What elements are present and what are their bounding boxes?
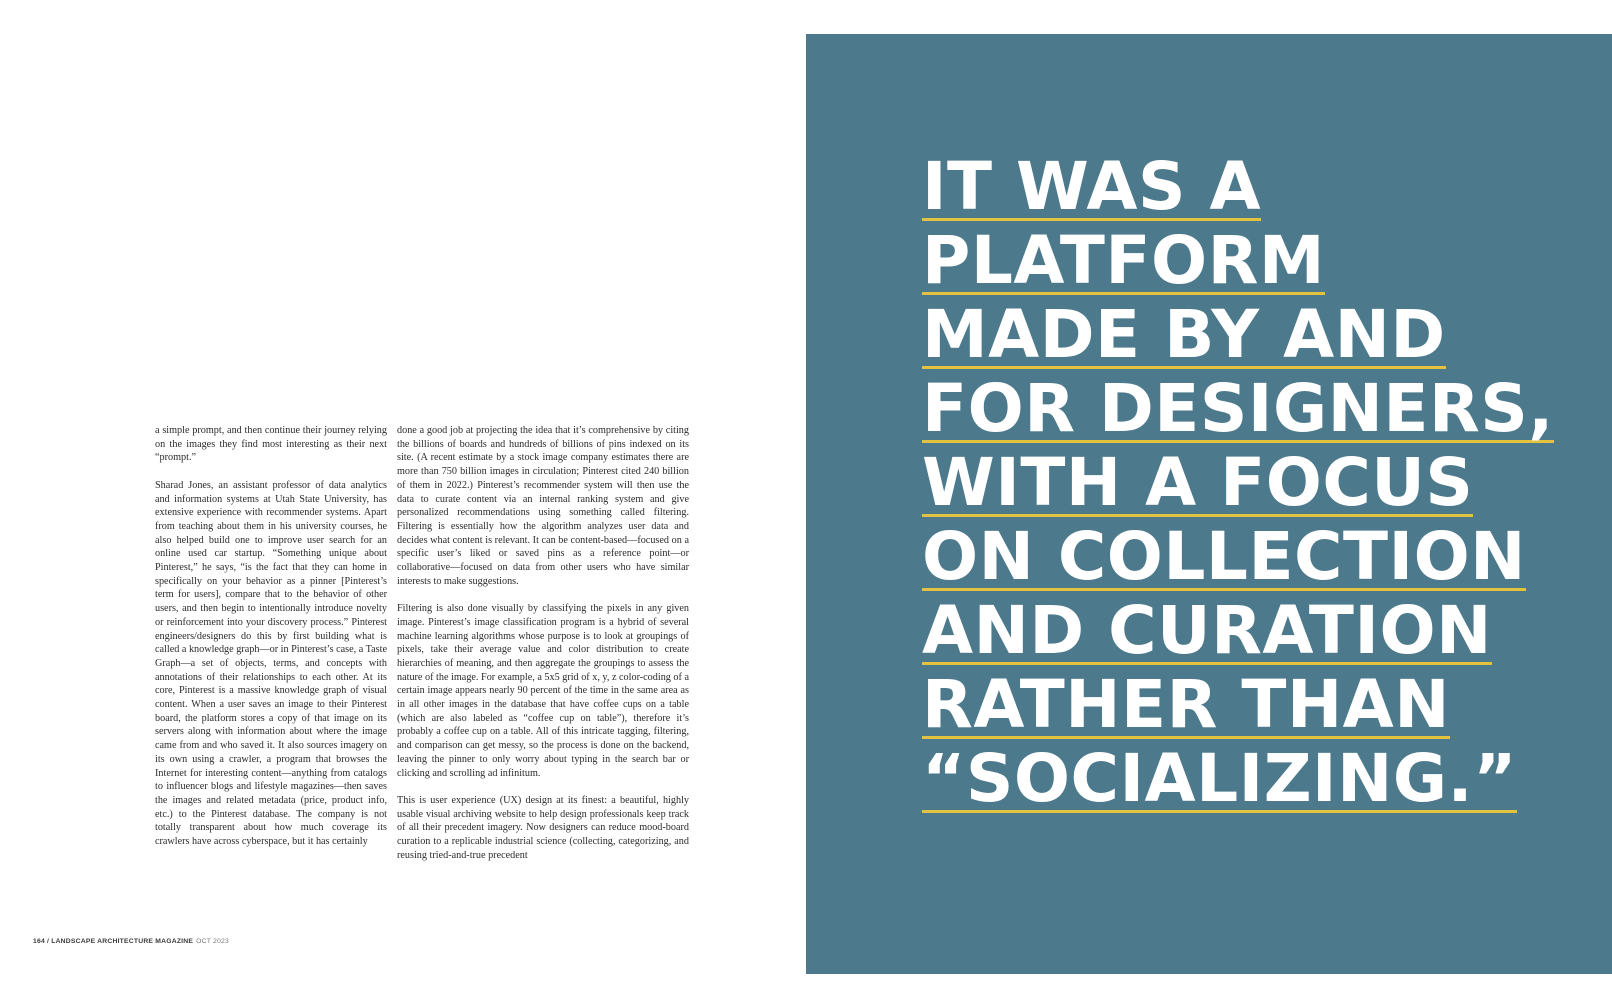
issue-date: OCT 2023 bbox=[196, 938, 229, 945]
page-folio bbox=[33, 938, 229, 945]
text-column-2 bbox=[397, 424, 689, 862]
pull-quote-line: WITH A FOCUS bbox=[922, 444, 1474, 521]
pull-quote-line: MADE BY AND bbox=[922, 296, 1446, 373]
pull-quote-line: RATHER THAN bbox=[922, 666, 1450, 743]
pull-quote-line: FOR DESIGNERS, bbox=[922, 370, 1554, 447]
pull-quote-line: PLATFORM bbox=[922, 222, 1326, 299]
pull-quote-line: “SOCIALIZING.” bbox=[922, 740, 1517, 817]
body-paragraph: This is user experience (UX) design at its finest: a beautiful, highly usable visual archiving website to help design professionals keep track of all their precedent imagery. Now designers can reduce mood-board curation to a replicable industrial science (collecting, categorizing, and reusing tried-and-true precedent bbox=[397, 794, 689, 861]
body-paragraph: a simple prompt, and then continue their journey relying on the images they find most interesting as their next “prompt.” bbox=[155, 425, 387, 464]
page-number: 164 bbox=[33, 938, 45, 945]
body-paragraph: done a good job at projecting the idea that it’s comprehensive by citing the billions of boards and hundreds of billions of pins indexed on its site. (A recent estimate by a stock image company estimates there are more than 750 billion images in circulation; Pinterest cited 240 billion of them in 2022.) Pinterest’s recommender system will then use the data to curate content via an internal ranking system and give personalized recommendations using something called filtering. Filtering is essentially how the algorithm analyzes user data and decides what content is relevant. It can be content-based—focused on a specific user’s liked or saved pins as a reference point—or collaborative—focused on data from other users who have similar interests to make suggestions. bbox=[397, 425, 689, 587]
pull-quote-line: ON COLLECTION bbox=[922, 518, 1526, 595]
text-column-1 bbox=[155, 424, 387, 849]
pull-quote-line: AND CURATION bbox=[922, 592, 1492, 669]
folio-separator: / bbox=[44, 938, 52, 945]
pull-quote bbox=[922, 150, 1554, 816]
body-paragraph: Filtering is also done visually by classifying the pixels in any given image. Pinterest’s image classification program is a hybrid of several machine learning algorithms whose purpose is to look at groupings of pixels, take their average value and color distribution to create hierarchies of meaning, and then aggregate the groupings to assess the nature of the image. For example, a 5x5 grid of x, y, z color-coding of a certain image appears nearly 90 percent of the time in the same area as in all other images in the database that have coffee cups on a table (which are also labeled as “coffee cup on table”), therefore it’s probably a coffee cup on a table. All of this intricate tagging, filtering, and comparison can get messy, so the process is done on the backend, leaving the pinner to only worry about typing in the search bar or clicking and scrolling ad infinitum. bbox=[397, 603, 689, 779]
pull-quote-panel bbox=[806, 34, 1612, 974]
publication-name: LANDSCAPE ARCHITECTURE MAGAZINE bbox=[51, 938, 194, 945]
body-paragraph: Sharad Jones, an assistant professor of data analytics and information systems at Utah State University, has extensive experience with recommender systems. Apart from teaching about them in his university courses, he also helped build one to improve user search for an online used car startup. “Something unique about Pinterest,” he says, “is the fact that they can home in specifically on your behavior as a pinner [Pinterest’s term for users], compare that to the behavior of other users, and then begin to intentionally introduce novelty or reinforcement into your discovery process.” Pinterest engineers/designers do this by first building what is called a knowledge graph—or in Pinterest’s case, a Taste Graph—a set of objects, terms, and concepts with annotations of their relationships to each other. At its core, Pinterest is a massive knowledge graph of visual content. When a user saves an image to their Pinterest board, the platform stores a copy of that image on its servers along with information about where the image came from and who saved it. It also sources imagery on its own using a crawler, a program that browses the Internet for interesting content—anything from catalogs to influencer blogs and lifestyle magazines—then saves the images and related metadata (price, product info, etc.) to the Pinterest database. The company is not totally transparent about how much coverage its crawlers have across cyberspace, but it has certainly bbox=[155, 479, 387, 848]
pull-quote-line: IT WAS A bbox=[922, 148, 1262, 225]
